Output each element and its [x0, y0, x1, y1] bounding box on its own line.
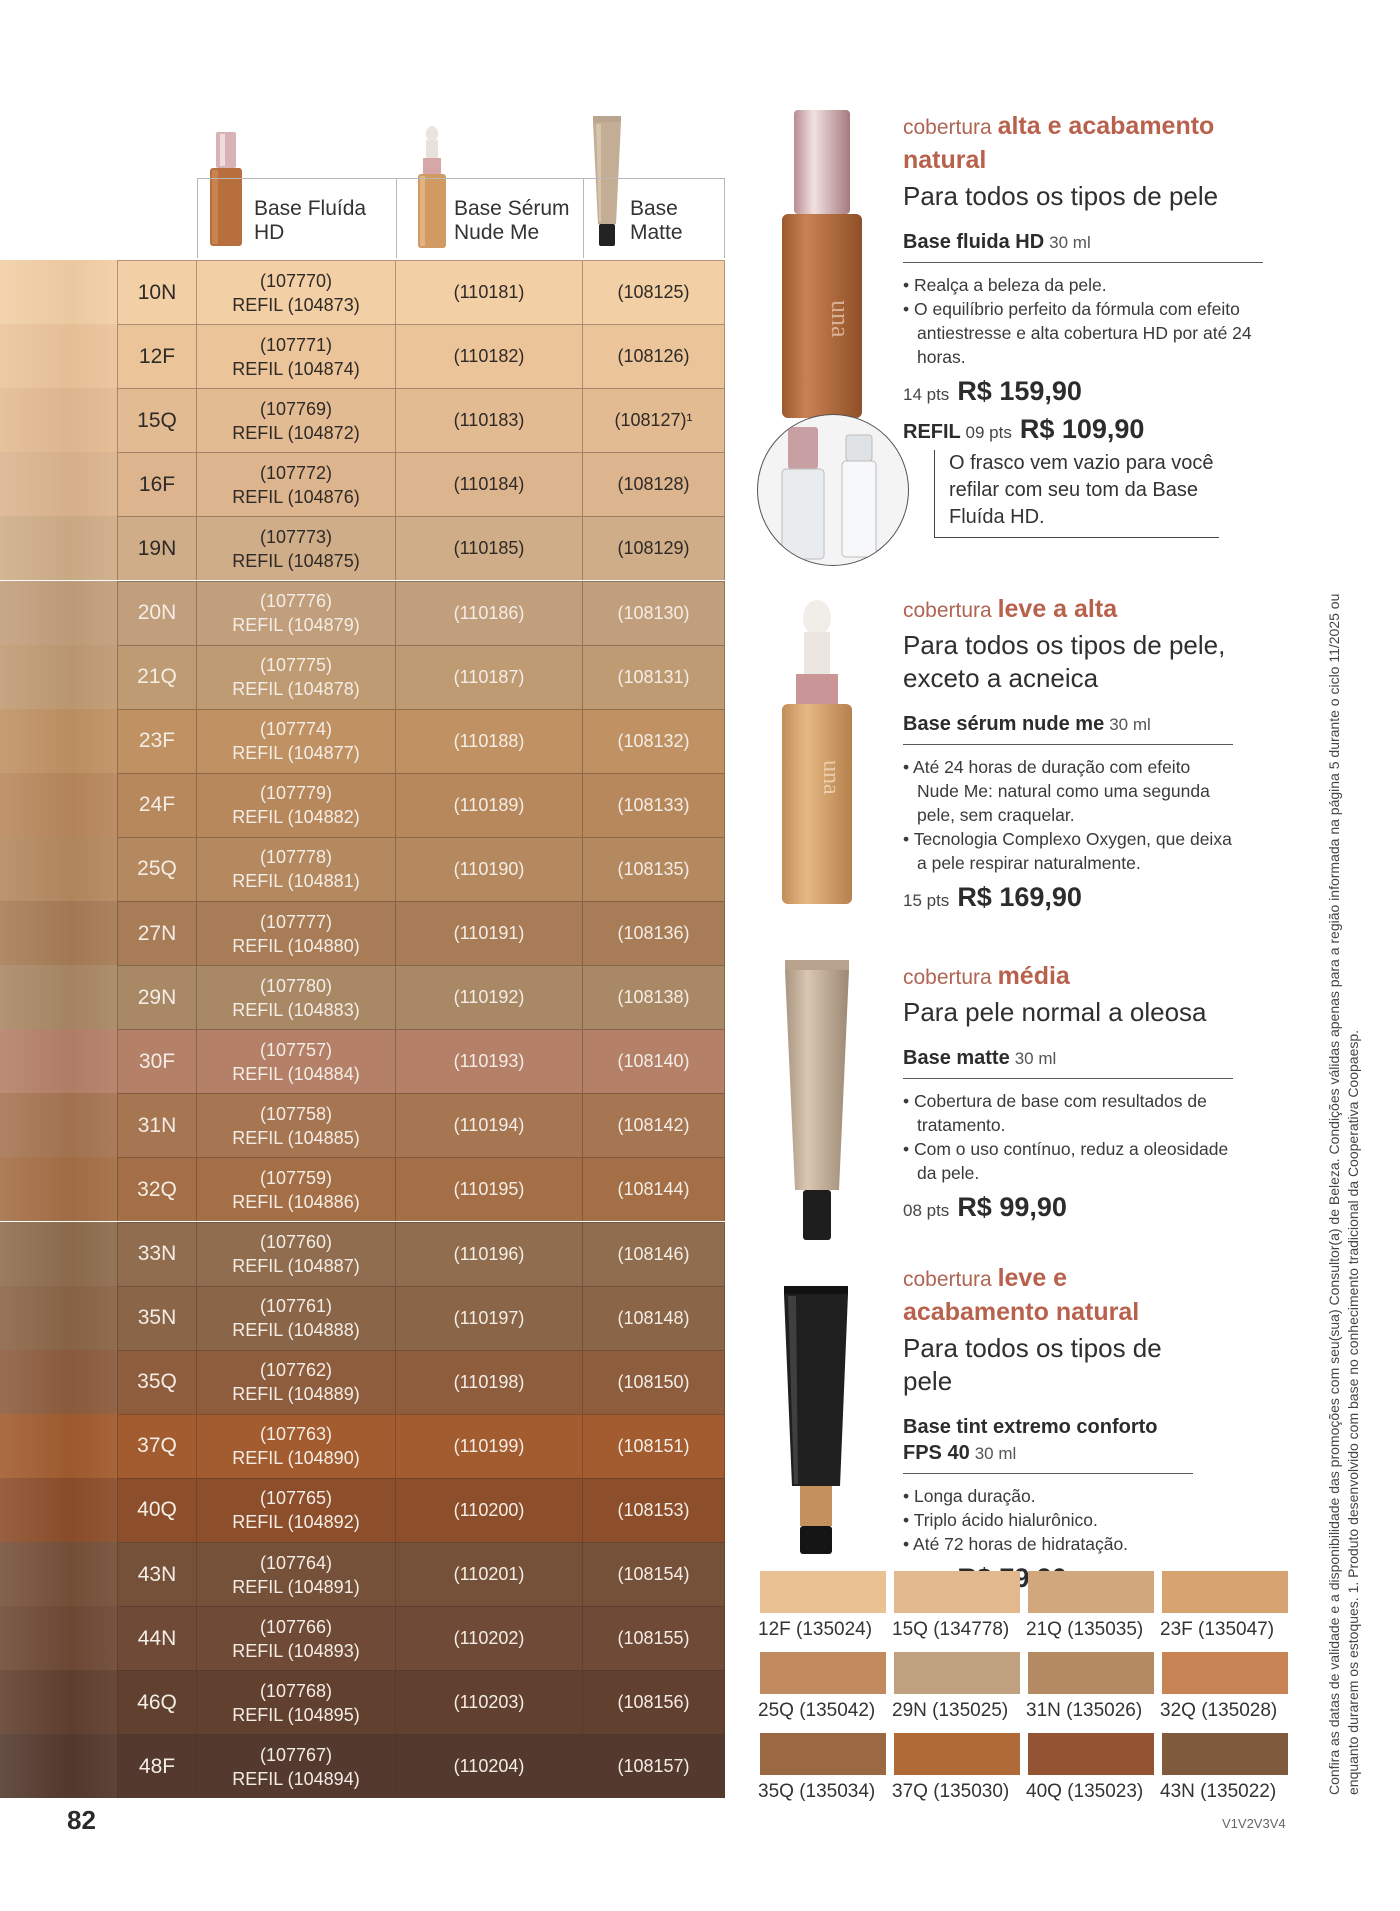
matte-code: (108129) — [583, 516, 725, 580]
shade-row — [0, 1157, 725, 1221]
shade-swatch — [0, 1222, 117, 1286]
tint-swatch-label: 43N (135022) — [1160, 1781, 1277, 1802]
hd-code: (107774) REFIL (104877) — [197, 709, 396, 773]
serum-code: (110190) — [396, 837, 583, 901]
shade-code: 44N — [117, 1606, 197, 1670]
shade-code: 12F — [117, 324, 197, 388]
shade-code: 48F — [117, 1734, 197, 1798]
benefit-item: • Cobertura de base com resultados de tratamento. — [903, 1091, 1207, 1135]
shade-row — [0, 965, 725, 1029]
hd-code: (107763) REFIL (104890) — [197, 1414, 396, 1478]
shade-code: 30F — [117, 1029, 197, 1093]
shade-swatch — [0, 773, 117, 837]
shade-swatch — [0, 260, 117, 324]
matte-code: (108130) — [583, 581, 725, 645]
shade-swatch — [0, 388, 117, 452]
tint-swatch — [894, 1571, 1020, 1613]
product-name: Base tint extremo conforto FPS 40 30 ml — [903, 1414, 1193, 1474]
shade-row — [0, 773, 725, 837]
matte-code: (108154) — [583, 1542, 725, 1606]
shade-swatch — [0, 1414, 117, 1478]
hd-code: (107779) REFIL (104882) — [197, 773, 396, 837]
hd-code: (107768) REFIL (104895) — [197, 1670, 396, 1734]
product-base-fluida-hd — [903, 110, 1263, 451]
shade-row — [0, 901, 725, 965]
tint-swatch-label: 32Q (135028) — [1160, 1700, 1278, 1721]
shade-row — [0, 709, 725, 773]
matte-code: (108132) — [583, 709, 725, 773]
hd-code: (107772) REFIL (104876) — [197, 452, 396, 516]
matte-code: (108144) — [583, 1157, 725, 1221]
matte-code: (108148) — [583, 1286, 725, 1350]
serum-code: (110203) — [396, 1670, 583, 1734]
product-name: Base matte 30 ml — [903, 1045, 1233, 1079]
base-serum-product-image — [780, 600, 854, 906]
benefit-list — [903, 1484, 1193, 1556]
shade-row — [0, 516, 725, 580]
tint-swatch — [1162, 1733, 1288, 1775]
hd-code: (107767) REFIL (104894) — [197, 1734, 396, 1798]
shade-code: 37Q — [117, 1414, 197, 1478]
shade-code: 35N — [117, 1286, 197, 1350]
shade-swatch — [0, 1286, 117, 1350]
serum-code: (110191) — [396, 901, 583, 965]
matte-code: (108133) — [583, 773, 725, 837]
benefit-list — [903, 273, 1263, 369]
shade-swatch — [0, 452, 117, 516]
refil-price: R$ 109,90 — [1019, 414, 1145, 444]
matte-code: (108156) — [583, 1670, 725, 1734]
benefit-item: • Tecnologia Complexo Oxygen, que deixa a pele respirar naturalmente. — [903, 829, 1232, 873]
refil-bottles-icon — [758, 415, 908, 565]
shade-row — [0, 581, 725, 645]
tint-swatch-label: 40Q (135023) — [1026, 1781, 1144, 1802]
shade-code: 32Q — [117, 1157, 197, 1221]
shade-table — [0, 0, 725, 1800]
tint-swatch-label: 21Q (135035) — [1026, 1619, 1144, 1640]
tint-swatch — [1028, 1733, 1154, 1775]
shade-row — [0, 645, 725, 709]
tint-swatch — [1028, 1652, 1154, 1694]
shade-swatch — [0, 581, 117, 645]
svg-text:una: una — [826, 300, 855, 338]
tint-swatch — [1162, 1571, 1288, 1613]
shade-swatch — [0, 1029, 117, 1093]
tint-swatch-label: 37Q (135030) — [892, 1781, 1010, 1802]
serum-code: (110196) — [396, 1222, 583, 1286]
shade-code: 19N — [117, 516, 197, 580]
product-name: Base sérum nude me 30 ml — [903, 711, 1233, 745]
shade-code: 29N — [117, 965, 197, 1029]
serum-code: (110199) — [396, 1414, 583, 1478]
matte-code: (108142) — [583, 1093, 725, 1157]
hd-code: (107771) REFIL (104874) — [197, 324, 396, 388]
coverage-label: cobertura leve e acabamento natural — [903, 1264, 1140, 1326]
benefit-list — [903, 755, 1233, 875]
tint-swatch — [760, 1571, 886, 1613]
benefit-item: • Com o uso contínuo, reduz a oleosidade da pele. — [903, 1139, 1229, 1183]
tint-swatch-label: 29N (135025) — [892, 1700, 1009, 1721]
shade-swatch — [0, 1157, 117, 1221]
price: R$ 169,90 — [957, 882, 1082, 912]
shade-code: 43N — [117, 1542, 197, 1606]
hd-code: (107759) REFIL (104886) — [197, 1157, 396, 1221]
serum-code: (110184) — [396, 452, 583, 516]
benefit-item: • O equilíbrio perfeito da fórmula com efeito antiestresse e alta cobertura HD por até 24 horas. — [903, 299, 1252, 367]
tint-swatch — [760, 1733, 886, 1775]
skin-type: Para pele normal a oleosa — [903, 997, 1207, 1027]
shade-swatch — [0, 1350, 117, 1414]
shade-row — [0, 1670, 725, 1734]
shade-code: 40Q — [117, 1478, 197, 1542]
shade-row — [0, 324, 725, 388]
shade-row — [0, 837, 725, 901]
hd-code: (107778) REFIL (104881) — [197, 837, 396, 901]
serum-code: (110192) — [396, 965, 583, 1029]
skin-type: Para todos os tipos de pele — [903, 1333, 1162, 1396]
skin-type: Para todos os tipos de pele — [903, 181, 1219, 211]
shade-code: 35Q — [117, 1350, 197, 1414]
product-base-tint — [903, 1262, 1193, 1600]
shade-row — [0, 1093, 725, 1157]
matte-code: (108127)¹ — [583, 388, 725, 452]
shade-row — [0, 1478, 725, 1542]
shade-code: 25Q — [117, 837, 197, 901]
tint-swatch-label: 15Q (134778) — [892, 1619, 1010, 1640]
shade-row — [0, 388, 725, 452]
serum-code: (110200) — [396, 1478, 583, 1542]
matte-code: (108125) — [583, 260, 725, 324]
hd-code: (107777) REFIL (104880) — [197, 901, 396, 965]
shade-row — [0, 1222, 725, 1286]
serum-code: (110186) — [396, 581, 583, 645]
hd-code: (107761) REFIL (104888) — [197, 1286, 396, 1350]
page-number: 82 — [67, 1805, 96, 1835]
hd-code: (107773) REFIL (104875) — [197, 516, 396, 580]
shade-row — [0, 260, 725, 324]
price: R$ 159,90 — [957, 376, 1082, 406]
skin-type: Para todos os tipos de pele, exceto a acneica — [903, 630, 1226, 693]
hd-code: (107776) REFIL (104879) — [197, 581, 396, 645]
tint-swatch-label: 23F (135047) — [1160, 1619, 1275, 1640]
hd-code: (107757) REFIL (104884) — [197, 1029, 396, 1093]
shade-swatch — [0, 901, 117, 965]
shade-row — [0, 1350, 725, 1414]
shade-code: 46Q — [117, 1670, 197, 1734]
svg-text:una: una — [818, 760, 844, 795]
shade-code: 33N — [117, 1222, 197, 1286]
benefit-item: • Até 72 horas de hidratação. — [903, 1534, 1129, 1554]
shade-swatch — [0, 1093, 117, 1157]
tint-swatch-label: 12F (135024) — [758, 1619, 873, 1640]
matte-code: (108157) — [583, 1734, 725, 1798]
hd-code: (107765) REFIL (104892) — [197, 1478, 396, 1542]
tint-swatch — [894, 1652, 1020, 1694]
hd-code: (107780) REFIL (104883) — [197, 965, 396, 1029]
shade-row — [0, 1542, 725, 1606]
hd-code: (107766) REFIL (104893) — [197, 1606, 396, 1670]
shade-code: 23F — [117, 709, 197, 773]
column-header-base-serum-nude-me: Base Sérum Nude Me — [396, 178, 584, 258]
column-header-base-fluida-hd: Base Fluída HD — [197, 178, 397, 258]
matte-code: (108140) — [583, 1029, 725, 1093]
serum-code: (110195) — [396, 1157, 583, 1221]
shade-swatch — [0, 837, 117, 901]
shade-swatch — [0, 324, 117, 388]
shade-row — [0, 1414, 725, 1478]
tint-swatch-label: 31N (135026) — [1026, 1700, 1143, 1721]
benefit-item: • Longa duração. — [903, 1486, 1036, 1506]
shade-code: 27N — [117, 901, 197, 965]
shade-row — [0, 452, 725, 516]
shade-row — [0, 1029, 725, 1093]
coverage-label: cobertura alta e acabamento natural — [903, 112, 1215, 174]
product-base-serum-nude-me — [903, 593, 1233, 919]
tint-swatch — [894, 1733, 1020, 1775]
price: R$ 99,90 — [957, 1192, 1067, 1222]
shade-row — [0, 1286, 725, 1350]
serum-code: (110193) — [396, 1029, 583, 1093]
base-fluida-hd-product-image — [782, 110, 862, 420]
matte-code: (108146) — [583, 1222, 725, 1286]
benefit-item: • Triplo ácido hialurônico. — [903, 1510, 1098, 1530]
hd-code: (107770) REFIL (104873) — [197, 260, 396, 324]
matte-code: (108151) — [583, 1414, 725, 1478]
refil-price-line: REFIL 09 pts R$ 109,90 — [903, 414, 1145, 444]
shade-swatch — [0, 1478, 117, 1542]
shade-code: 10N — [117, 260, 197, 324]
serum-code: (110194) — [396, 1093, 583, 1157]
product-base-matte — [903, 960, 1233, 1229]
price-line: 14 pts R$ 159,90 — [903, 376, 1082, 406]
product-name: Base fluida HD 30 ml — [903, 229, 1263, 263]
tint-swatch-label: 35Q (135034) — [758, 1781, 876, 1802]
serum-code: (110204) — [396, 1734, 583, 1798]
matte-code: (108128) — [583, 452, 725, 516]
serum-code: (110201) — [396, 1542, 583, 1606]
shade-code: 15Q — [117, 388, 197, 452]
tint-swatch — [760, 1652, 886, 1694]
shade-code: 20N — [117, 581, 197, 645]
hd-code: (107762) REFIL (104889) — [197, 1350, 396, 1414]
coverage-label: cobertura média — [903, 962, 1070, 990]
column-header-base-matte: Base Matte — [583, 178, 725, 258]
price-line: 15 pts R$ 169,90 — [903, 882, 1082, 912]
shade-row — [0, 1734, 725, 1798]
hd-code: (107760) REFIL (104887) — [197, 1222, 396, 1286]
hd-code: (107764) REFIL (104891) — [197, 1542, 396, 1606]
shade-swatch — [0, 645, 117, 709]
benefit-list — [903, 1089, 1233, 1185]
serum-code: (110202) — [396, 1606, 583, 1670]
shade-code: 24F — [117, 773, 197, 837]
coverage-label: cobertura leve a alta — [903, 595, 1118, 623]
benefit-item: • Realça a beleza da pele. — [903, 275, 1107, 295]
edition-code: V1V2V3V4 — [1222, 1816, 1286, 1831]
base-matte-product-image — [785, 960, 849, 1242]
shade-code: 31N — [117, 1093, 197, 1157]
serum-code: (110185) — [396, 516, 583, 580]
shade-code: 16F — [117, 452, 197, 516]
refil-circle — [757, 414, 909, 566]
matte-code: (108153) — [583, 1478, 725, 1542]
serum-code: (110181) — [396, 260, 583, 324]
hd-code: (107775) REFIL (104878) — [197, 645, 396, 709]
shade-swatch — [0, 965, 117, 1029]
serum-code: (110188) — [396, 709, 583, 773]
tint-swatch — [1162, 1652, 1288, 1694]
matte-code: (108126) — [583, 324, 725, 388]
shade-swatch — [0, 1542, 117, 1606]
benefit-item: • Até 24 horas de duração com efeito Nude Me: natural como uma segunda pele, sem craquelar. — [903, 757, 1210, 825]
shade-code: 21Q — [117, 645, 197, 709]
hd-code: (107769) REFIL (104872) — [197, 388, 396, 452]
price-line: 08 pts R$ 99,90 — [903, 1192, 1067, 1222]
matte-code: (108150) — [583, 1350, 725, 1414]
side-legal-text: Confira as datas de validade e a disponibilidade das promoções com seu(sua) Consultor(a) de Beleza. Condições válidas apenas para a região informada na página 5 durante o ciclo 11/2025 ou enquanto durarem os estoques. 1. Produto desenvolvido com base no conhecimento tradicional da Cooperativa Coopaesp. — [1326, 593, 1361, 1795]
tint-swatch-label: 25Q (135042) — [758, 1700, 876, 1721]
serum-code: (110198) — [396, 1350, 583, 1414]
matte-code: (108131) — [583, 645, 725, 709]
matte-code: (108136) — [583, 901, 725, 965]
base-tint-product-image — [784, 1286, 848, 1556]
serum-code: (110183) — [396, 388, 583, 452]
shade-swatch — [0, 1734, 117, 1798]
shade-swatch — [0, 516, 117, 580]
serum-code: (110187) — [396, 645, 583, 709]
tint-swatch — [1028, 1571, 1154, 1613]
matte-code: (108155) — [583, 1606, 725, 1670]
shade-swatch — [0, 1670, 117, 1734]
matte-code: (108135) — [583, 837, 725, 901]
serum-code: (110182) — [396, 324, 583, 388]
matte-code: (108138) — [583, 965, 725, 1029]
shade-swatch — [0, 709, 117, 773]
refil-note: O frasco vem vazio para você refilar com seu tom da Base Fluída HD. — [934, 450, 1219, 538]
serum-code: (110197) — [396, 1286, 583, 1350]
serum-code: (110189) — [396, 773, 583, 837]
shade-row — [0, 1606, 725, 1670]
shade-swatch — [0, 1606, 117, 1670]
hd-code: (107758) REFIL (104885) — [197, 1093, 396, 1157]
